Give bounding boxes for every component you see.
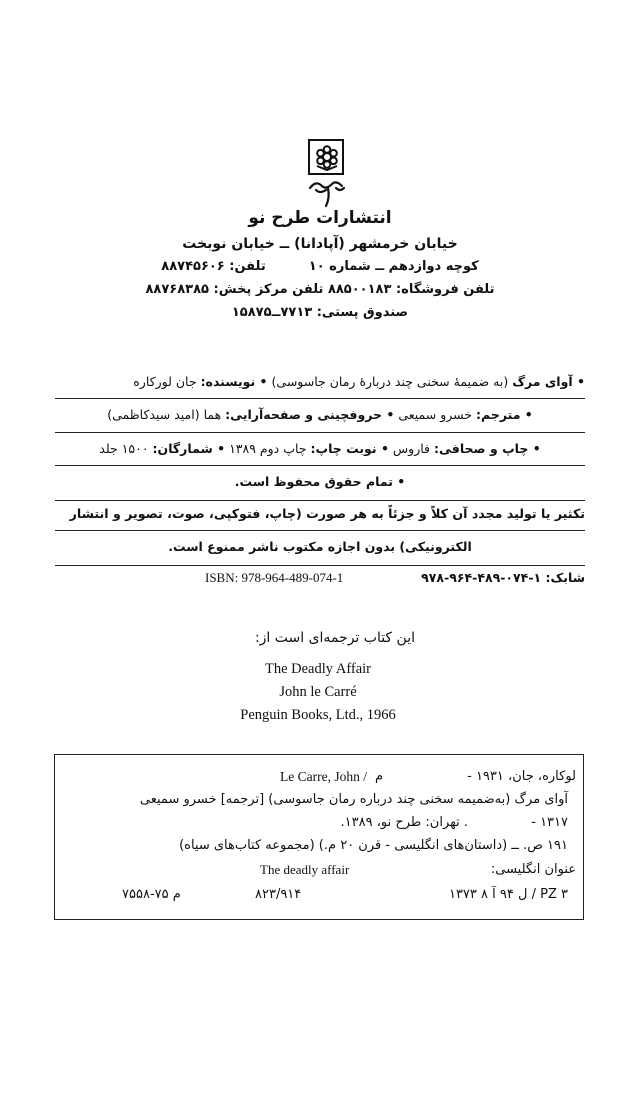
cip-title-line: آوای مرگ (به‌ضمیمه سخنی چند درباره رمان جاسوسی) [ترجمه] خسرو سمیعی: [139, 792, 568, 807]
isbn-persian: شابک: ۱-۰۷۴-۴۸۹-۹۶۴-۹۷۸: [421, 570, 585, 585]
edition-value: چاپ دوم ۱۳۸۹: [225, 441, 311, 456]
publisher-po-box: صندوق پستی: ۷۷۱۳ــ۱۵۸۷۵: [231, 305, 409, 320]
printing-edition-line: [55, 441, 585, 456]
original-author: John le Carré: [279, 684, 357, 700]
divider: [55, 398, 585, 399]
edition-label: • نوبت چاپ:: [310, 441, 389, 456]
cip-english-title-label: عنوان انگلیسی:: [490, 862, 576, 877]
title-label: • آوای مرگ: [512, 374, 585, 389]
typesetting-label: • حروفچینی و صفحه‌آرایی:: [225, 407, 395, 422]
title-subtitle: (به ضمیمهٔ سخنی چند دربارهٔ رمان جاسوسی): [267, 374, 513, 389]
author-name: جان لورکاره: [133, 374, 201, 389]
printing-name: فاروس: [388, 441, 434, 456]
publisher-logo: [308, 139, 344, 175]
cip-author-mim: م: [375, 769, 384, 784]
original-publisher: Penguin Books, Ltd., 1966: [240, 707, 396, 723]
book-title-author-line: [55, 374, 585, 389]
divider: [55, 465, 585, 466]
publisher-name: انتشارات طرح نو: [248, 208, 392, 228]
translation-of-label: این کتاب ترجمه‌ای است از:: [254, 630, 415, 646]
translator-name: خسرو سمیعی: [394, 407, 477, 422]
cip-national-library-no: م ۷۵-۷۵۵۸: [122, 887, 181, 902]
cip-translator-year: ۱۳۱۷ -: [531, 815, 568, 830]
divider: [55, 432, 585, 433]
divider: [55, 530, 585, 531]
cip-lc-class: PZ ۳ / ل ۹۴ آ ۸ ۱۳۷۳: [448, 887, 568, 902]
divider: [55, 500, 585, 501]
cip-imprint: . تهران: طرح نو، ۱۳۸۹.: [340, 815, 468, 830]
publisher-street: کوچه دوازدهم ــ شماره ۱۰: [308, 259, 479, 274]
logo-calligraphy-icon: [302, 176, 352, 210]
publisher-address-line2: [100, 259, 540, 274]
isbn-latin: ISBN: 978-964-489-074-1: [205, 570, 344, 585]
isbn-row: [55, 570, 585, 588]
publisher-address-line1: خیابان خرمشهر (آپادانا) ــ خیابان نوبخت: [182, 236, 458, 252]
typesetting-name: هما (امید سیدکاظمی): [107, 407, 226, 422]
translator-typesetting-line: [55, 407, 585, 422]
printing-label: • چاپ و صحافی:: [434, 441, 541, 456]
cip-author-fa: لوکاره، جان، ۱۹۳۱ -: [467, 769, 576, 784]
rosette-icon: [313, 143, 341, 171]
copyright-notice-line2: الکترونیکی) بدون اجازه مکتوب ناشر ممنوع است.: [168, 539, 472, 554]
author-label: • نویسنده:: [200, 374, 268, 389]
publisher-phone-line: تلفن فروشگاه: ۸۸۵۰۰۱۸۳ تلفن مرکز پخش: ۸۸۷۶۸۳۸۵: [145, 282, 495, 297]
cip-english-title: The deadly affair: [260, 862, 350, 877]
rights-reserved: • تمام حقوق محفوظ است.: [234, 474, 406, 489]
original-title: The Deadly Affair: [264, 661, 372, 677]
divider: [55, 565, 585, 566]
cip-description: ۱۹۱ ص. ــ (داستان‌های انگلیسی - قرن ۲۰ م.) (مجموعه کتاب‌های سیاه): [179, 838, 568, 853]
cip-dewey-class: ۸۲۳/۹۱۴: [255, 887, 302, 902]
cip-author-latin: Le Carre, John /: [280, 769, 367, 784]
copies-label: • شمارگان:: [152, 441, 226, 456]
copies-value: ۱۵۰۰ جلد: [99, 441, 153, 456]
publisher-phone: تلفن: ۸۸۷۴۵۶۰۶: [161, 259, 266, 274]
copyright-notice-line1: تکثیر یا تولید مجدد آن کلاً و جزئاً به هر صورت (چاپ، فتوکپی، صوت، تصویر و انتشار: [69, 506, 585, 521]
translator-label: • مترجم:: [476, 407, 533, 422]
